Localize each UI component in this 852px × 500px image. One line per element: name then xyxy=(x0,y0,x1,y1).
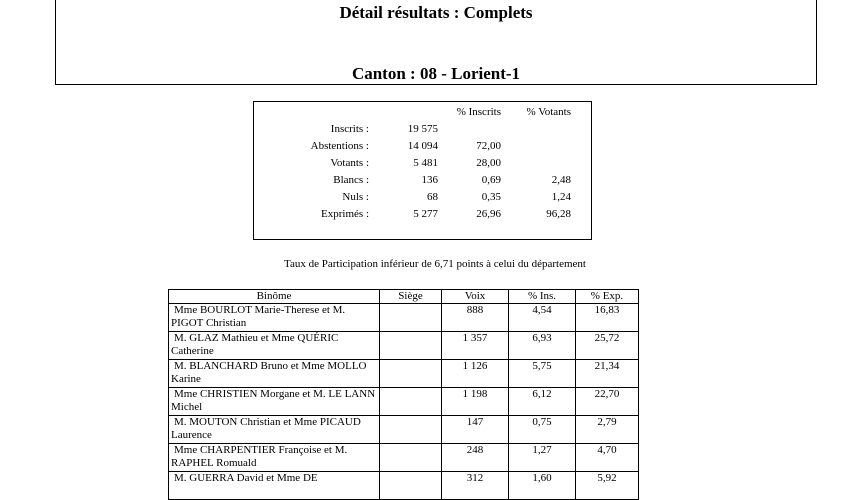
binome-cell: M. GUERRA David et Mme DE xyxy=(169,472,380,500)
stat-pct-inscrits: 0,35 xyxy=(481,191,501,203)
col-pct-ins: % Ins. xyxy=(509,290,576,304)
participation-note: Taux de Participation inférieur de 6,71 points à celui du département xyxy=(284,258,586,270)
siege-cell xyxy=(380,388,442,416)
stat-value: 5 481 xyxy=(413,157,438,169)
siege-cell xyxy=(380,304,442,332)
siege-cell xyxy=(380,416,442,444)
voix-cell: 888 xyxy=(442,304,509,332)
binome-cell: Mme CHARPENTIER Françoise et M. RAPHEL Romuald xyxy=(169,444,380,472)
stat-label: Blancs : xyxy=(333,174,369,186)
table-row xyxy=(169,332,639,360)
stats-row xyxy=(254,191,591,207)
stats-row xyxy=(254,174,591,190)
pct-ins-cell: 1,60 xyxy=(509,472,576,500)
col-binome: Binôme xyxy=(169,290,380,304)
stat-pct-votants: 2,48 xyxy=(551,174,571,186)
col-siege: Siège xyxy=(380,290,442,304)
binome-cell: M. MOUTON Christian et Mme PICAUD Laurence xyxy=(169,416,380,444)
stat-value: 14 094 xyxy=(407,140,438,152)
stat-pct-inscrits: 72,00 xyxy=(476,140,501,152)
stat-label: Inscrits : xyxy=(330,123,369,135)
binome-cell: M. BLANCHARD Bruno et Mme MOLLO Karine xyxy=(169,360,380,388)
table-header-row xyxy=(169,290,639,304)
binome-cell: Mme BOURLOT Marie-Therese et M. PIGOT Christian xyxy=(169,304,380,332)
col-voix: Voix xyxy=(442,290,509,304)
pct-ins-cell: 5,75 xyxy=(509,360,576,388)
pct-exp-cell: 22,70 xyxy=(576,388,639,416)
voix-cell: 147 xyxy=(442,416,509,444)
page-title: Détail résultats : Complets xyxy=(339,3,533,22)
stats-box xyxy=(253,101,592,240)
pct-exp-cell: 16,83 xyxy=(576,304,639,332)
voix-cell: 312 xyxy=(442,472,509,500)
table-row xyxy=(169,444,639,472)
pct-ins-cell: 6,12 xyxy=(509,388,576,416)
results-table xyxy=(168,289,639,500)
pct-ins-cell: 0,75 xyxy=(509,416,576,444)
pct-ins-cell: 6,93 xyxy=(509,332,576,360)
table-row xyxy=(169,304,639,332)
stat-pct-inscrits: 28,00 xyxy=(476,157,501,169)
siege-cell xyxy=(380,472,442,500)
report-header xyxy=(55,0,817,85)
stat-pct-votants: 96,28 xyxy=(546,208,571,220)
pct-ins-cell: 1,27 xyxy=(509,444,576,472)
pct-exp-cell: 2,79 xyxy=(576,416,639,444)
stat-value: 5 277 xyxy=(413,208,438,220)
stat-value: 19 575 xyxy=(407,123,438,135)
pct-exp-cell: 21,34 xyxy=(576,360,639,388)
pct-ins-cell: 4,54 xyxy=(509,304,576,332)
stats-row xyxy=(254,157,591,173)
col-pct-inscrits: % Inscrits xyxy=(456,106,501,118)
stat-label: Abstentions : xyxy=(310,140,369,152)
stats-row xyxy=(254,123,591,139)
stat-pct-votants: 1,24 xyxy=(551,191,571,203)
table-row xyxy=(169,360,639,388)
binome-cell: Mme CHRISTIEN Morgane et M. LE LANN Michel xyxy=(169,388,380,416)
stat-pct-inscrits: 26,96 xyxy=(476,208,501,220)
stats-row xyxy=(254,140,591,156)
siege-cell xyxy=(380,360,442,388)
binome-cell: M. GLAZ Mathieu et Mme QUÉRIC Catherine xyxy=(169,332,380,360)
pct-exp-cell: 25,72 xyxy=(576,332,639,360)
canton-title: Canton : 08 - Lorient-1 xyxy=(351,64,521,83)
stats-header-row xyxy=(254,106,591,122)
siege-cell xyxy=(380,444,442,472)
stat-label: Nuls : xyxy=(342,191,369,203)
table-row xyxy=(169,416,639,444)
voix-cell: 1 126 xyxy=(442,360,509,388)
col-pct-votants: % Votants xyxy=(526,106,571,118)
stat-pct-inscrits: 0,69 xyxy=(481,174,501,186)
pct-exp-cell: 5,92 xyxy=(576,472,639,500)
table-row xyxy=(169,388,639,416)
voix-cell: 1 357 xyxy=(442,332,509,360)
pct-exp-cell: 4,70 xyxy=(576,444,639,472)
stat-label: Exprimés : xyxy=(321,208,369,220)
siege-cell xyxy=(380,332,442,360)
stat-label: Votants : xyxy=(330,157,369,169)
table-row xyxy=(169,472,639,500)
stat-value: 68 xyxy=(427,191,438,203)
stat-value: 136 xyxy=(421,174,438,186)
voix-cell: 248 xyxy=(442,444,509,472)
stats-row xyxy=(254,208,591,224)
voix-cell: 1 198 xyxy=(442,388,509,416)
col-pct-exp: % Exp. xyxy=(576,290,639,304)
